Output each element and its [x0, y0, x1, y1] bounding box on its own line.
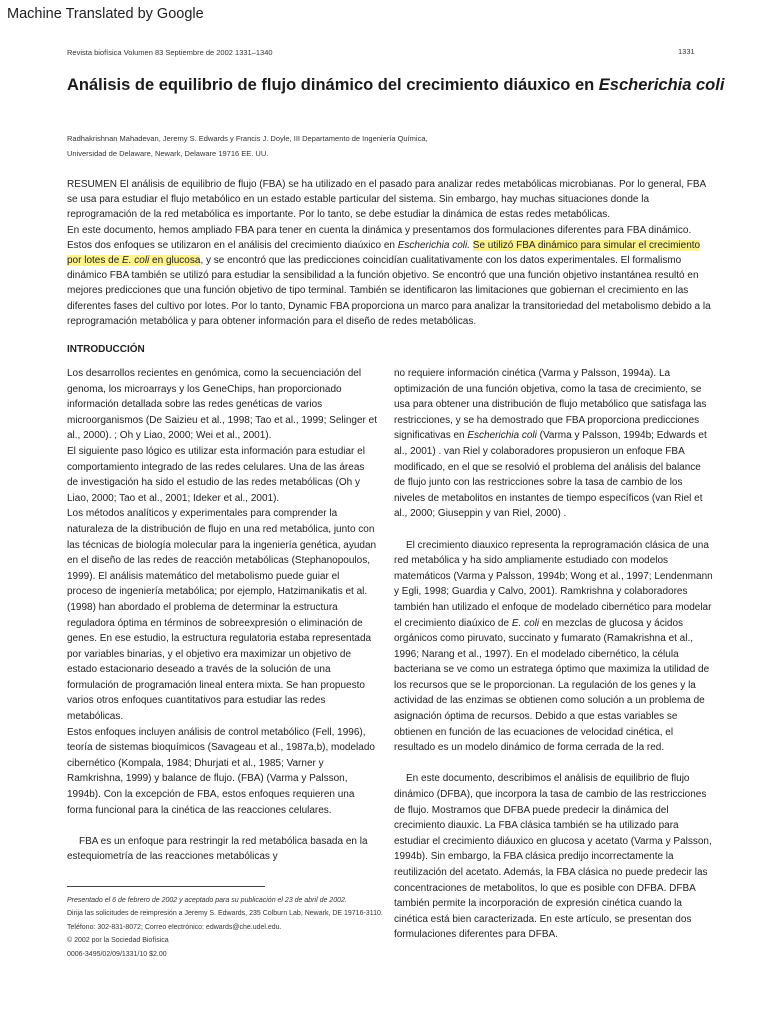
abstract: [67, 177, 717, 329]
footnote-code: 0006-3495/02/09/1331/10 $2.00: [67, 950, 167, 958]
right-column: [394, 366, 714, 943]
highlight-text: en glucosa: [149, 255, 201, 267]
body-species: Escherichia coli: [467, 430, 537, 442]
body-species: E. coli: [511, 617, 540, 629]
title-species: Escherichia coli: [598, 76, 725, 94]
abstract-text: En este documento, hemos ampliado FBA para tener en cuenta la dinámica y presentamos dos formulaciones diferentes para FBA dinámico. Estos dos enfoques se utilizaron en el análisis del crecimiento diaúxico en: [67, 224, 692, 251]
affiliation-line: Universidad de Delaware, Newark, Delaware 19716 EE. UU.: [67, 149, 269, 158]
left-column: [67, 366, 377, 865]
footnotes: [67, 894, 387, 961]
highlight-species: E. coli: [122, 255, 150, 267]
body-paragraph: El siguiente paso lógico es utilizar esta información para estudiar el comportamiento integrado de las redes celulares. Una de las áreas de investigación ha sido el estudio de las redes metabólicas (Oh y Liao, 2000; Tao et al., 2001; Ideker et al., 2001).: [67, 445, 365, 504]
article-title: [67, 76, 727, 95]
body-paragraph: Estos enfoques incluyen análisis de control metabólico (Fell, 1996), teoría de sistemas bioquímicos (Savageau et al., 1987a,b), modelado cibernético (Kompala, 1984; Dhurjati et al., 1985; Varner y Ramkrishna, 1999) y balance de flujo. (FBA) (Varma y Palsson, 1994b). Con la excepción de FBA, estos enfoques requieren una forma funcional para la cinética de las reacciones celulares.: [67, 726, 375, 816]
body-paragraph: En este documento, describimos el análisis de equilibrio de flujo dinámico (DFBA), que incorpora la tasa de cambio de las restricciones de flujo. Mostramos que DFBA puede predecir la dinámica del crecimiento diauxic. La FBA clásica también se ha utilizado para estudiar el crecimiento diáuxico en glucosa y acetato (Varma y Palsson, 1994b). Sin embargo, la FBA clásica predijo incorrectamente la reutilización del acetato. Además, la FBA clásica no puede predecir las concentraciones de metabolitos, lo que es posible con DFBA. DFBA también permite la incorporación de expresión cinética cuando la cinética está bien caracterizada. En este artículo, se presentan dos formulaciones diferentes para DFBA.: [394, 773, 712, 941]
abstract-paragraph: RESUMEN El análisis de equilibrio de flujo (FBA) se ha utilizado en el pasado para analizar redes metabólicas microbianas. Por lo general, FBA se usa para estudiar el flujo metabólico en un estado estable particular del sistema. Sin embargo, hay muchas situaciones donde la reprogramación de la red metabólica es importante. Por lo tanto, se debe estudiar la dinámica de estas redes metabólicas.: [67, 179, 706, 221]
abstract-paragraph: [67, 223, 717, 329]
footnote-copyright: © 2002 por la Sociedad Biofísica: [67, 937, 169, 945]
abstract-species: Escherichia coli.: [397, 239, 471, 251]
abstract-text: , y se encontró que las predicciones coincidían cualitativamente con los datos experimentales. El formalismo dinámico FBA también se utilizó para estudiar la sensibilidad a la función objetivo. Se encontró que una función objetivo instantánea resultó en mejores predicciones que una función objetivo de tipo terminal. También se identificaron las limitaciones que gobiernan el crecimiento en las diferentes fases del cultivo por lotes. Por lo tanto, Dynamic FBA proporciona un marco para analizar la transitoriedad del metabolismo debido a la reprogramación metabólica y para obtener información para el diseño de redes metabólicas.: [67, 255, 711, 327]
translation-banner-label: Machine Translated by Google: [7, 6, 204, 22]
body-paragraph: FBA es un enfoque para restringir la red metabólica basada en la estequiometría de las reacciones metabólicas y: [67, 835, 368, 863]
body-paragraph: [394, 366, 714, 522]
footnote-divider: [67, 886, 265, 887]
footnote-received: Presentado el 6 de febrero de 2002 y aceptado para su publicación el 23 de abril de 2002.: [67, 897, 347, 904]
translation-banner: [0, 0, 768, 30]
body-text: no requiere información cinética (Varma y Palsson, 1994a). La optimización de una función objetiva, como la tasa de crecimiento, se usa para obtener una distribución de flujo metabólico que satisfaga las restricciones, y se ha demostrado que FBA proporciona predicciones significativas en: [394, 368, 707, 442]
footnote-reprint: Dirija las solicitudes de reimpresión a Jeremy S. Edwards, 235 Colburn Lab, Newark, DE 19716-3110. Teléfono: 302-831-8072; Correo electrónico: edwards@che.udel.edu.: [67, 910, 383, 931]
body-paragraph: [394, 538, 714, 756]
body-text: El crecimiento diauxico representa la reprogramación clásica de una red metabólica y ha sido ampliamente estudiado con modelos matemáticos (Varma y Palsson, 1994b; Wong et al., 1997; Lendenmann y Egli, 1998; Guardia y Calvo, 2001). Ramkrishna y colaboradores también han utilizado el enfoque de modelado cibernético para modelar el crecimiento diaúxico de: [394, 539, 713, 629]
body-text: (Varma y Palsson, 1994b; Edwards et al., 2001) . van Riel y colaboradores propusieron un enfoque FBA modificado, en el que se resolvió el problema del análisis del balance de flujo junto con las restricciones sobre la tasa de cambio de los niveles de metabolitos en instantes de tiempo específicos (van Riel et al., 2000; Giuseppin y van Riel, 2000) .: [394, 430, 707, 520]
title-main: Análisis de equilibrio de flujo dinámico del crecimiento diáuxico en: [67, 76, 599, 94]
author-block: [67, 131, 687, 161]
body-text: en mezclas de glucosa y ácidos orgánicos como piruvato, succinato y fumarato (Ramakrishna et al., 1996; Narang et al., 1997). En el modelado cibernético, la célula bacteriana se ve como un estratega óptimo que maximiza la utilidad de los recursos que se le proporcionan. La regulación de los genes y la actividad de las enzimas se obtienen como solución a un problema de asignación óptima de recursos. Debido a que estas variables se obtienen en función de las ecuaciones de velocidad cinética, el resultado es un modelo dinámico de forma cerrada de la red.: [394, 617, 710, 754]
body-paragraph: Los desarrollos recientes en genómica, como la secuenciación del genoma, los microarrays y los GeneChips, han proporcionado información detallada sobre las redes genéticas de varios microorganismos (De Saizieu et al., 1998; Tao et al., 1999; Selinger et al., 2000). ; Oh y Liao, 2000; Wei et al., 2001).: [67, 368, 377, 442]
journal-header: Revista biofísica Volumen 83 Septiembre de 2002 1331–1340: [67, 48, 273, 57]
page-number: 1331: [678, 47, 695, 56]
authors-line: Radhakrishnan Mahadevan, Jeremy S. Edwards y Francis J. Doyle, III Departamento de Ingeniería Química,: [67, 134, 428, 143]
body-paragraph: Los métodos analíticos y experimentales para comprender la naturaleza de la distribución de flujo en una red metabólica, junto con las técnicas de biología molecular para la ingeniería genética, ayudan en el diseño de las redes de reacción metabólicas (Stephanopoulos, 1999). El análisis matemático del metabolismo puede guiar el proceso de ingeniería metabólica; por ejemplo, Hatzimanikatis et al. (1998) han abordado el problema de determinar la estructura reguladora óptima en términos de sobreexpresión o eliminación de genes. En ese estudio, la estructura regulatoria estaba representada por variables binarias, y el objetivo era maximizar un objetivo de estado estacionario deseado a través de la solución de una formulación de programación lineal entera mixta. Se han propuesto varios otros enfoques cuantitativos para estudiar las redes metabólicas.: [67, 508, 377, 723]
section-heading-introduction: INTRODUCCIÓN: [67, 344, 145, 355]
highlight-text: Se utilizó FBA dinámico para simular el crecimiento por lotes de: [67, 239, 701, 267]
